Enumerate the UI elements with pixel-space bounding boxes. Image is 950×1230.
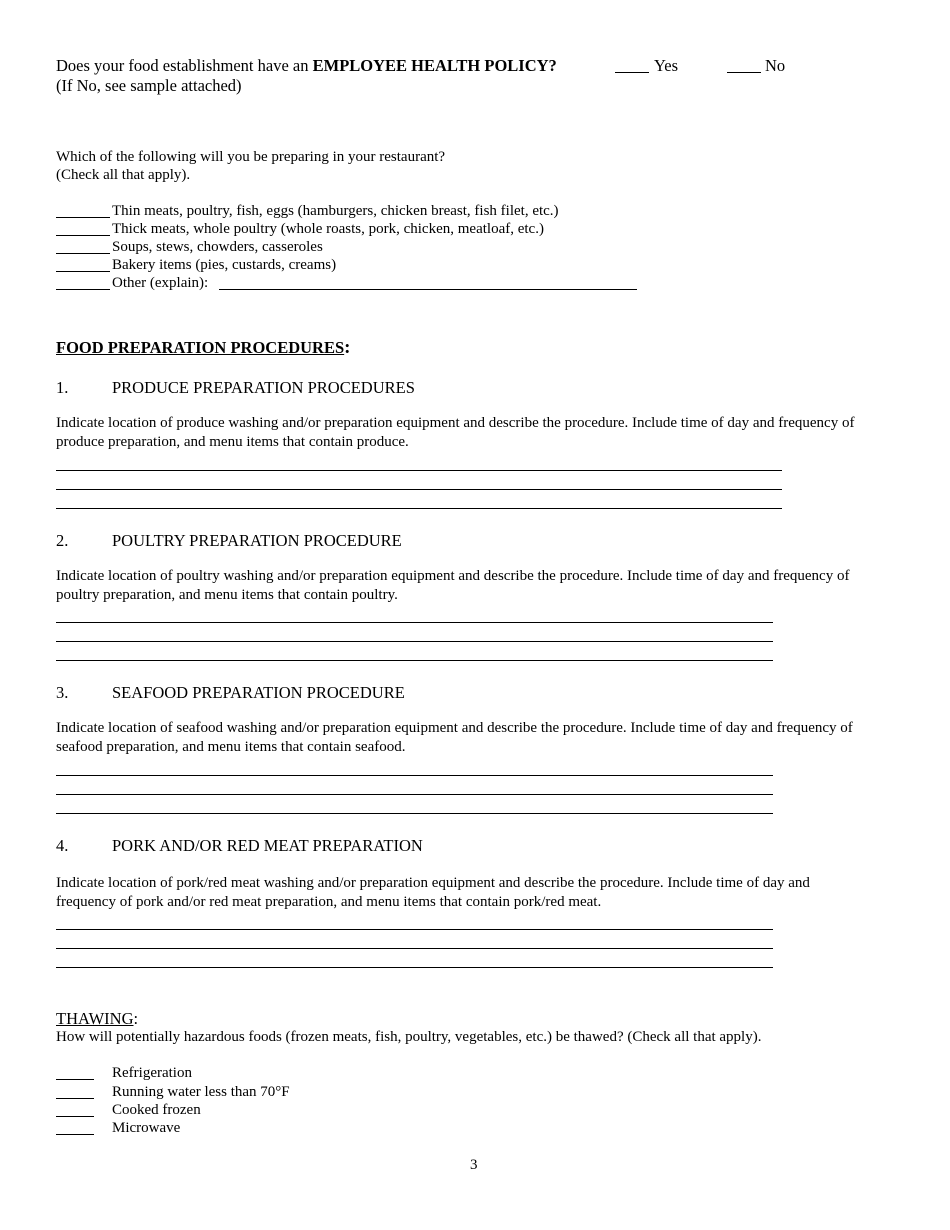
section-number: 2. <box>56 531 69 550</box>
prep-item-check-blank[interactable] <box>56 217 110 218</box>
section-description: Indicate location of poultry washing and/or preparation equipment and describe the procedure. Include time of day and frequency of poultry preparation, and menu items that contain poultry. <box>56 568 850 603</box>
prep-item-label: Thick meats, whole poultry (whole roasts, pork, chicken, meatloaf, etc.) <box>112 221 544 237</box>
section-description: Indicate location of produce washing and/or preparation equipment and describe the procedure. Include time of day and frequency of produce preparation, and menu items that contain produce. <box>56 415 855 450</box>
section-description: Indicate location of pork/red meat washing and/or preparation equipment and describe the procedure. Include time of day and frequency of pork and/or red meat preparation, and menu items that contain pork/red meat. <box>56 875 810 910</box>
thaw-option-check-blank[interactable] <box>56 1116 94 1117</box>
thawing-question: How will potentially hazardous foods (frozen meats, fish, poultry, vegetables, etc.) be thawed? (Check all that apply). <box>56 1029 762 1045</box>
section-heading: SEAFOOD PREPARATION PROCEDURE <box>112 683 405 702</box>
prep-item-check-blank[interactable] <box>56 271 110 272</box>
thaw-option-label: Running water less than 70°F <box>112 1084 290 1100</box>
answer-line[interactable] <box>56 508 782 509</box>
thawing-title-colon: : <box>133 1009 139 1028</box>
yes-answer-blank[interactable] <box>615 72 649 73</box>
answer-line[interactable] <box>56 775 773 776</box>
page-number: 3 <box>470 1157 478 1173</box>
thaw-option-check-blank[interactable] <box>56 1134 94 1135</box>
food-prep-title <box>56 338 350 358</box>
no-answer-blank[interactable] <box>727 72 761 73</box>
answer-line[interactable] <box>56 967 773 968</box>
answer-line[interactable] <box>56 660 773 661</box>
thaw-option-label: Refrigeration <box>112 1065 192 1081</box>
answer-line[interactable] <box>56 622 773 623</box>
thaw-option-check-blank[interactable] <box>56 1079 94 1080</box>
answer-line[interactable] <box>56 470 782 471</box>
health-policy-question-text: Does your food establishment have an <box>56 56 313 75</box>
preparing-instruction: (Check all that apply). <box>56 167 191 183</box>
yes-label: Yes <box>654 56 679 75</box>
section-number: 1. <box>56 378 69 397</box>
prep-item-check-blank[interactable] <box>56 253 110 254</box>
thaw-option-label: Microwave <box>112 1120 181 1136</box>
thaw-option-check-blank[interactable] <box>56 1098 94 1099</box>
section-heading: PRODUCE PREPARATION PROCEDURES <box>112 378 415 397</box>
prep-item-check-blank[interactable] <box>56 235 110 236</box>
prep-item-label: Soups, stews, chowders, casseroles <box>112 239 323 255</box>
answer-line[interactable] <box>56 948 773 949</box>
section-heading: POULTRY PREPARATION PROCEDURE <box>112 531 402 550</box>
answer-line[interactable] <box>56 929 773 930</box>
thawing-title <box>56 1009 138 1029</box>
food-prep-title-colon: : <box>344 337 351 358</box>
answer-line[interactable] <box>56 813 773 814</box>
thaw-option-label: Cooked frozen <box>112 1102 201 1118</box>
food-prep-title-text: FOOD PREPARATION PROCEDURES <box>56 338 345 357</box>
prep-item-label: Bakery items (pies, custards, creams) <box>112 257 337 273</box>
section-number: 3. <box>56 683 69 702</box>
answer-line[interactable] <box>56 641 773 642</box>
section-number: 4. <box>56 836 69 855</box>
answer-line[interactable] <box>56 794 773 795</box>
answer-line[interactable] <box>56 489 782 490</box>
prep-item-label: Thin meats, poultry, fish, eggs (hamburgers, chicken breast, fish filet, etc.) <box>112 203 559 219</box>
no-label: No <box>765 56 786 75</box>
prep-item-check-blank[interactable] <box>56 289 110 290</box>
thawing-title-text: THAWING <box>56 1009 134 1028</box>
other-explain-field[interactable] <box>219 289 637 290</box>
prep-item-label: Other (explain): <box>112 275 209 291</box>
health-policy-question <box>56 56 557 76</box>
section-description: Indicate location of seafood washing and/or preparation equipment and describe the procedure. Include time of day and frequency of seafood preparation, and menu items that contain seafood. <box>56 720 853 755</box>
health-policy-question-bold: EMPLOYEE HEALTH POLICY? <box>312 56 557 75</box>
preparing-question: Which of the following will you be preparing in your restaurant? <box>56 149 446 165</box>
section-heading: PORK AND/OR RED MEAT PREPARATION <box>112 836 423 855</box>
health-policy-note: (If No, see sample attached) <box>56 76 242 95</box>
